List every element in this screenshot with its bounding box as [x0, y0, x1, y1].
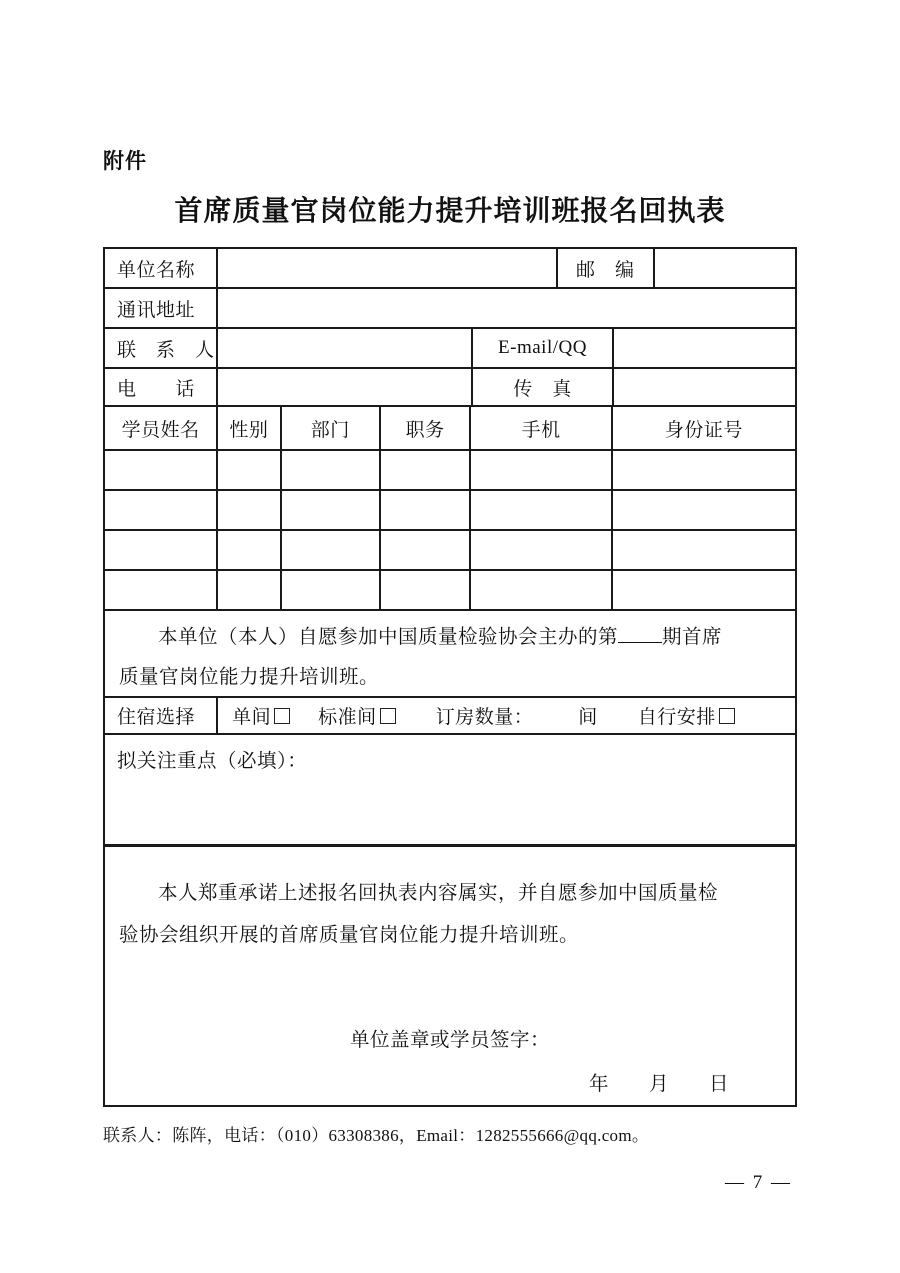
accommodation-row: [105, 698, 795, 735]
student-row: [105, 531, 795, 571]
student-mobile-cell[interactable]: [471, 571, 612, 609]
registration-form-table: [103, 247, 797, 1107]
student-gender-cell[interactable]: [218, 531, 281, 569]
postal-code-input[interactable]: [655, 249, 795, 287]
student-gender-cell[interactable]: [218, 491, 281, 529]
standard-room-option: 标准间: [318, 702, 396, 729]
standard-room-checkbox[interactable]: [380, 708, 396, 724]
row-address: [105, 289, 795, 329]
student-department-cell[interactable]: [282, 451, 381, 489]
student-row: [105, 571, 795, 611]
page-title: 首席质量官岗位能力提升培训班报名回执表: [174, 195, 726, 226]
student-id-cell[interactable]: [613, 531, 795, 569]
attachment-label: 附件: [103, 150, 147, 173]
commitment-line1: 本人郑重承诺上述报名回执表内容属实，并自愿参加中国质量检: [158, 883, 719, 904]
student-mobile-cell[interactable]: [471, 451, 612, 489]
header-id-number: 身份证号: [664, 419, 743, 441]
student-department-cell[interactable]: [282, 531, 381, 569]
focus-points-row: [105, 735, 795, 847]
header-position: 职务: [381, 407, 471, 449]
student-department-cell[interactable]: [282, 571, 381, 609]
row-unit-name: [105, 249, 795, 289]
student-department-cell[interactable]: [282, 491, 381, 529]
row-contact-person: [105, 329, 795, 369]
student-name-cell[interactable]: [105, 571, 218, 609]
address-input[interactable]: [218, 289, 795, 327]
self-arrange-option: 自行安排: [638, 702, 735, 729]
commitment-block: [105, 847, 795, 1105]
student-mobile-cell[interactable]: [471, 531, 612, 569]
student-row: [105, 451, 795, 491]
row-phone: [105, 369, 795, 407]
single-room-option: 单间: [232, 702, 290, 729]
commitment-row: [105, 847, 795, 1105]
participation-statement-row: [105, 611, 795, 698]
student-gender-cell[interactable]: [218, 451, 281, 489]
self-arrange-checkbox[interactable]: [719, 708, 735, 724]
header-student-name: 学员姓名: [105, 407, 218, 449]
student-gender-cell[interactable]: [218, 571, 281, 609]
date-fields[interactable]: 年 月 日: [588, 1074, 729, 1095]
session-number-blank[interactable]: [618, 623, 662, 644]
phone-input[interactable]: [218, 369, 473, 405]
student-name-cell[interactable]: [105, 531, 218, 569]
header-gender: 性别: [218, 407, 281, 449]
student-position-cell[interactable]: [381, 451, 471, 489]
email-qq-input[interactable]: [614, 329, 795, 367]
header-department: 部门: [282, 407, 381, 449]
fax-label: 传 真: [473, 369, 614, 405]
room-quantity-label: 订房数量：: [435, 707, 534, 728]
commitment-line2: 验协会组织开展的首席质量官岗位能力提升培训班。: [119, 925, 580, 946]
participation-line2: 质量官岗位能力提升培训班。: [119, 667, 380, 688]
contact-person-input[interactable]: [218, 329, 473, 367]
footer-contact: 联系人：陈阵，电话：（010）63308386，Email：1282555666@qq.com。: [103, 1126, 650, 1145]
postal-code-label: 邮 编: [558, 249, 655, 287]
contact-person-label: 联 系 人: [105, 329, 218, 367]
address-label: 通讯地址: [105, 289, 218, 327]
participation-statement: [105, 611, 795, 696]
header-mobile: 手机: [471, 407, 612, 449]
focus-points-label: 拟关注重点（必填）：: [117, 751, 308, 772]
student-position-cell[interactable]: [381, 571, 471, 609]
student-position-cell[interactable]: [381, 531, 471, 569]
student-table-header-row: [105, 407, 795, 451]
student-id-cell[interactable]: [613, 451, 795, 489]
focus-points-field[interactable]: [105, 735, 795, 844]
email-qq-label: E-mail/QQ: [473, 329, 614, 367]
student-position-cell[interactable]: [381, 491, 471, 529]
student-mobile-cell[interactable]: [471, 491, 612, 529]
room-quantity-unit: 间: [578, 707, 598, 728]
student-id-cell[interactable]: [613, 491, 795, 529]
accommodation-options: [218, 698, 795, 733]
accommodation-label: 住宿选择: [105, 698, 218, 733]
single-room-checkbox[interactable]: [274, 708, 290, 724]
phone-label: 电 话: [105, 369, 218, 405]
student-name-cell[interactable]: [105, 451, 218, 489]
fax-input[interactable]: [614, 369, 795, 405]
student-name-cell[interactable]: [105, 491, 218, 529]
unit-name-label: 单位名称: [105, 249, 218, 287]
student-row: [105, 491, 795, 531]
student-id-cell[interactable]: [613, 571, 795, 609]
unit-name-input[interactable]: [218, 249, 557, 287]
page-number: — 7 —: [725, 1172, 792, 1193]
participation-line1: 本单位（本人）自愿参加中国质量检验协会主办的第 期首席: [119, 618, 781, 658]
signature-label[interactable]: 单位盖章或学员签字：: [349, 1030, 550, 1051]
